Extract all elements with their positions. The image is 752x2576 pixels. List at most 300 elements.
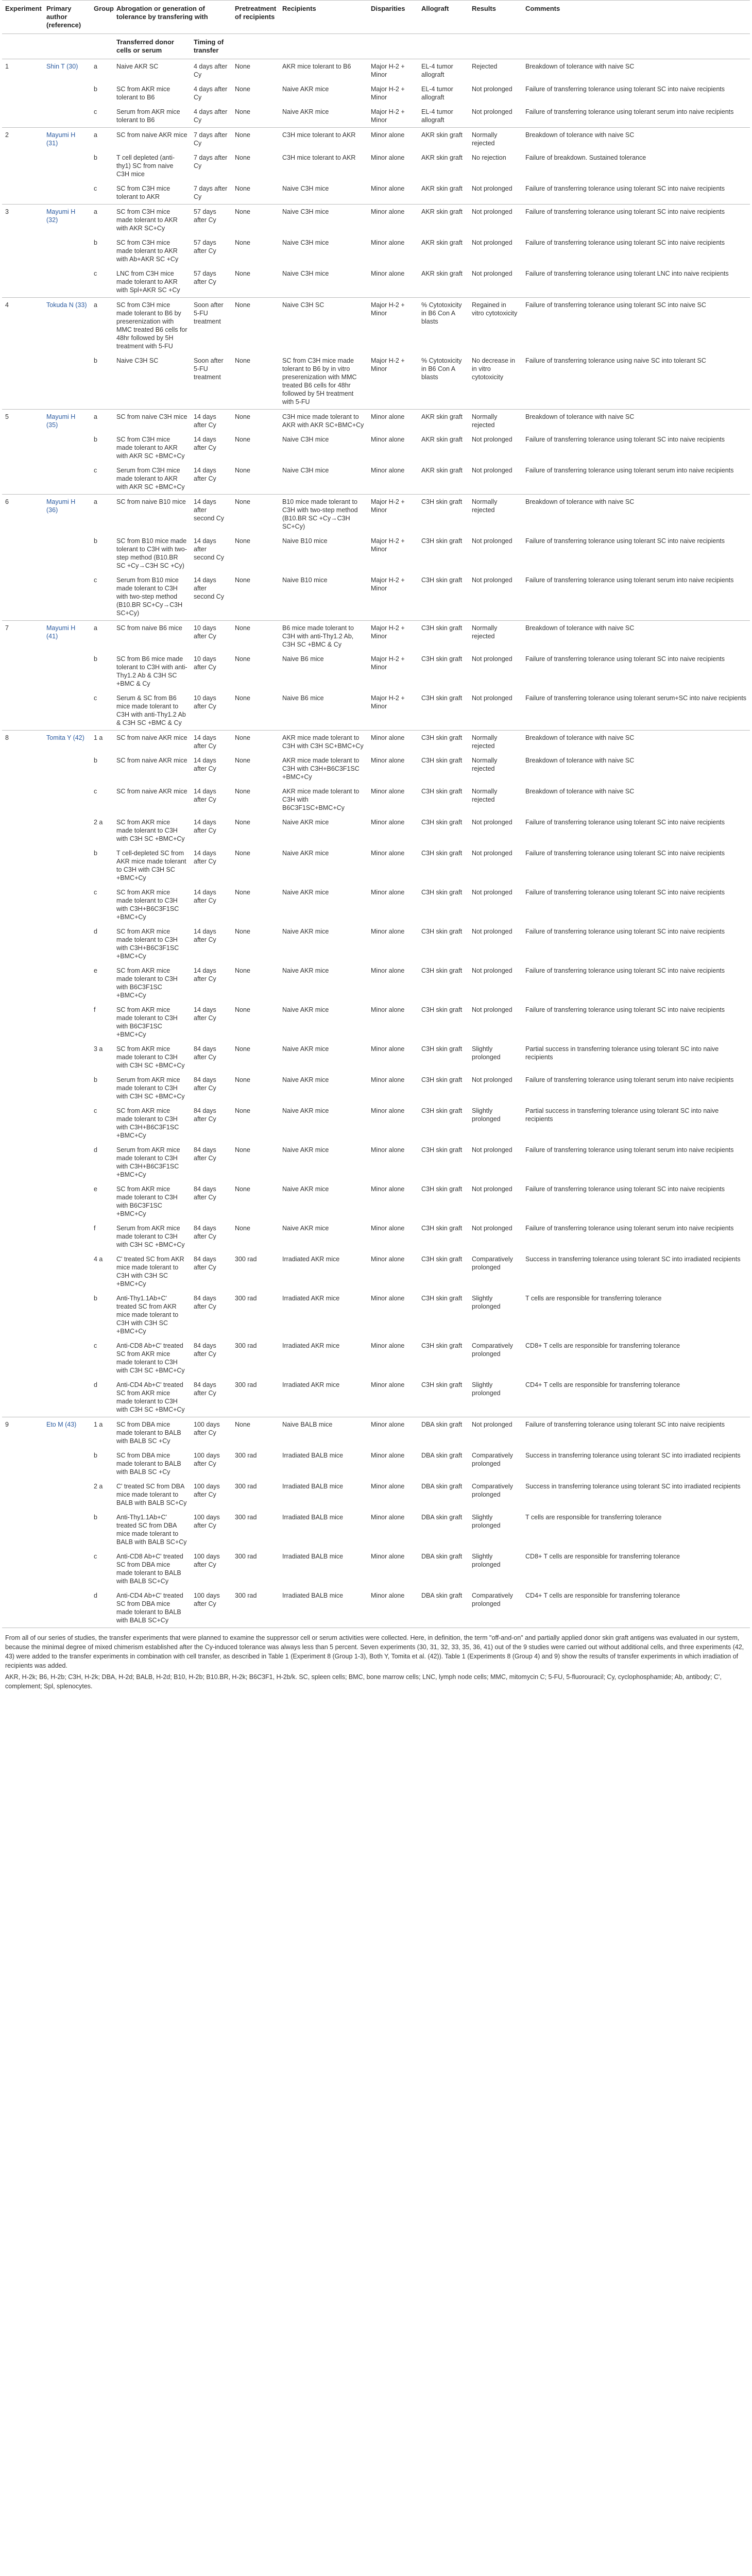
cell-comments: Failure of transferring tolerance using tolerant SC into naive recipients	[525, 1185, 725, 1193]
header-disparities: Disparities	[368, 1, 418, 34]
cell-recipients: Naive AKR mice	[282, 1146, 329, 1154]
header-experiment: Experiment	[2, 1, 43, 34]
cell-disparities: Minor alone	[371, 850, 405, 857]
cell-allograft: DBA skin graft	[421, 1452, 463, 1459]
cell-results: Not prolonged	[472, 889, 512, 896]
cell-group: b	[94, 850, 97, 857]
cell-comments: Success in transferring tolerance using tolerant SC into irradiated recipients	[525, 1452, 741, 1459]
cell-disparities: Minor alone	[371, 819, 405, 826]
cell-comments: Failure of transferring tolerance using tolerant SC into naive recipients	[525, 1006, 725, 1013]
cell-experiment	[2, 846, 43, 885]
cell-allograft: C3H skin graft	[421, 694, 463, 702]
cell-recipients: AKR mice made tolerant to C3H with B6C3F1SC+BMC+Cy	[282, 788, 360, 811]
header-timing: Timing of transfer	[191, 34, 232, 59]
cell-pretreatment: None	[235, 655, 250, 663]
cell-timing: Soon after 5-FU treatment	[191, 298, 232, 354]
cell-group: c	[94, 1553, 97, 1560]
cell-donor-cells: Naive AKR SC	[116, 63, 159, 70]
cell-allograft: AKR skin graft	[421, 154, 463, 161]
cell-experiment: 4	[2, 298, 43, 354]
cell-pretreatment: None	[235, 239, 250, 246]
cell-comments: Failure of transferring tolerance using tolerant SC into naive recipients	[525, 928, 725, 935]
cell-pretreatment: None	[235, 1076, 250, 1083]
cell-timing: 84 days after Cy	[194, 1045, 216, 1061]
cell-timing: 14 days after Cy	[194, 850, 216, 865]
cell-results: Not prolonged	[472, 1225, 512, 1232]
cell-pretreatment: None	[235, 357, 250, 364]
table-row	[2, 298, 750, 354]
cell-experiment	[2, 1221, 43, 1252]
cell-comments: Success in transferring tolerance using tolerant SC into irradiated recipients	[525, 1483, 741, 1490]
cell-donor-cells: Serum & SC from B6 mice made tolerant to C3H with anti-Thy1.2 Ab & C3H SC +BMC & Cy	[116, 694, 186, 726]
cell-experiment	[2, 1042, 43, 1073]
cell-comments: Failure of transferring tolerance using tolerant serum+SC into naive recipients	[525, 694, 747, 702]
cell-author	[43, 1588, 91, 1628]
cell-pretreatment: None	[235, 788, 250, 795]
cell-donor-cells: SC from B10 mice made tolerant to C3H with two-step method (B10.BR SC +Cy→C3H SC +Cy)	[116, 537, 187, 569]
cell-comments: Failure of transferring tolerance using tolerant SC into naive recipients	[525, 967, 725, 974]
cell-disparities: Minor alone	[368, 128, 418, 151]
cell-allograft: % Cytotoxicity in B6 Con A blasts	[421, 357, 462, 381]
cell-donor-cells: SC from naive AKR mice	[116, 757, 187, 764]
cell-timing: Soon after 5-FU treatment	[194, 357, 224, 381]
table-row	[2, 1448, 750, 1479]
cell-pretreatment: None	[235, 467, 250, 474]
table-row	[2, 432, 750, 463]
table-row	[2, 1291, 750, 1338]
cell-recipients: Naive AKR mice	[282, 1045, 329, 1053]
cell-experiment	[2, 82, 43, 105]
cell-donor-cells: SC from naive AKR mice	[113, 128, 191, 151]
cell-experiment	[2, 691, 43, 731]
cell-experiment	[2, 1549, 43, 1588]
cell-pretreatment: None	[235, 1107, 250, 1114]
cell-pretreatment: None	[235, 1006, 250, 1013]
cell-group: a	[91, 205, 113, 236]
cell-timing: 100 days after Cy	[191, 1588, 232, 1628]
cell-timing: 57 days after Cy	[194, 270, 216, 285]
cell-pretreatment: None	[235, 108, 250, 115]
cell-experiment	[2, 1338, 43, 1378]
cell-results: Not prolonged	[472, 270, 512, 277]
table-row	[2, 128, 750, 151]
cell-group: c	[94, 889, 97, 896]
cell-group: a	[91, 128, 113, 151]
cell-recipients: Naive AKR mice	[282, 850, 329, 857]
cell-timing: 84 days after Cy	[194, 1342, 216, 1358]
cell-comments: Failure of transferring tolerance using tolerant serum into naive recipients	[525, 577, 734, 584]
cell-results: Not prolonged	[472, 850, 512, 857]
cell-disparities: Minor alone	[371, 1256, 405, 1263]
cell-results: Slightly prolonged	[472, 1381, 501, 1397]
cell-disparities: Minor alone	[368, 731, 418, 754]
cell-allograft: C3H skin graft	[421, 537, 463, 545]
cell-allograft: C3H skin graft	[421, 850, 463, 857]
table-row	[2, 1042, 750, 1073]
cell-experiment	[2, 353, 43, 410]
cell-author	[43, 105, 91, 128]
table-row	[2, 1549, 750, 1588]
cell-donor-cells: SC from AKR mice made tolerant to C3H with B6C3F1SC +BMC+Cy	[116, 1185, 178, 1217]
cell-recipients: Naive C3H mice	[282, 467, 329, 474]
table-row	[2, 59, 750, 82]
cell-group: b	[94, 1295, 97, 1302]
cell-timing: 7 days after Cy	[194, 185, 228, 200]
cell-experiment	[2, 784, 43, 815]
cell-disparities: Minor alone	[371, 1295, 405, 1302]
cell-donor-cells: SC from AKR mice made tolerant to C3H with B6C3F1SC +BMC+Cy	[116, 967, 178, 999]
cell-allograft: C3H skin graft	[418, 495, 469, 534]
table-row	[2, 1143, 750, 1182]
header-span-abrogation: Abrogation or generation of tolerance by transfering with	[113, 1, 232, 34]
cell-allograft: AKR skin graft	[418, 128, 469, 151]
table-row	[2, 181, 750, 205]
cell-group: c	[94, 185, 97, 192]
cell-donor-cells: T cell-depleted SC from AKR mice made tolerant to C3H with C3H SC +BMC+Cy	[116, 850, 186, 882]
cell-author	[43, 235, 91, 266]
table-row	[2, 1252, 750, 1291]
cell-disparities: Minor alone	[371, 1146, 405, 1154]
cell-disparities: Major H-2 + Minor	[371, 577, 405, 592]
header-results: Results	[469, 1, 522, 34]
cell-experiment	[2, 266, 43, 298]
cell-donor-cells: SC from naive AKR mice	[113, 731, 191, 754]
cell-allograft: DBA skin graft	[421, 1483, 463, 1490]
cell-group: 2 a	[94, 1483, 103, 1490]
header-recipients: Recipients	[279, 1, 368, 34]
table-row	[2, 815, 750, 846]
cell-recipients: Irradiated BALB mice	[282, 1452, 344, 1459]
cell-author	[43, 1549, 91, 1588]
table-row	[2, 731, 750, 754]
cell-donor-cells: SC from naive C3H mice	[113, 410, 191, 433]
cell-donor-cells: Serum from AKR mice made tolerant to C3H with C3H SC +BMC+Cy	[116, 1225, 185, 1248]
cell-disparities: Minor alone	[371, 788, 405, 795]
cell-recipients: Irradiated BALB mice	[282, 1514, 344, 1521]
cell-comments: Partial success in transferring tolerance using tolerant SC into naive recipients	[525, 1107, 719, 1123]
table-row	[2, 1588, 750, 1628]
cell-results: Slightly prolonged	[472, 1514, 501, 1529]
cell-donor-cells: SC from C3H mice made tolerant to AKR with Ab+AKR SC +Cy	[116, 239, 179, 263]
cell-pretreatment: None	[235, 889, 250, 896]
cell-experiment	[2, 150, 43, 181]
cell-results: Not prolonged	[472, 1146, 512, 1154]
cell-recipients: Irradiated AKR mice	[282, 1256, 340, 1263]
cell-author	[43, 181, 91, 205]
cell-donor-cells: SC from AKR mice made tolerant to C3H with C3H SC +BMC+Cy	[116, 819, 185, 842]
table-row	[2, 82, 750, 105]
cell-timing: 84 days after Cy	[194, 1185, 216, 1201]
cell-group: a	[91, 621, 113, 652]
cell-comments: Failure of transferring tolerance using tolerant SC into naive recipients	[525, 655, 725, 663]
cell-comments: Failure of transferring tolerance using naive SC into tolerant SC	[525, 357, 706, 364]
cell-results: Not prolonged	[472, 185, 512, 192]
cell-recipients: Irradiated BALB mice	[282, 1553, 344, 1560]
cell-allograft: DBA skin graft	[421, 1553, 463, 1560]
cell-disparities: Major H-2 + Minor	[371, 655, 405, 671]
cell-donor-cells: Anti-Thy1.1Ab+C' treated SC from AKR mice made tolerant to C3H with C3H SC +BMC+Cy	[116, 1295, 179, 1335]
cell-timing: 84 days after Cy	[194, 1107, 216, 1123]
cell-experiment: 6	[2, 495, 43, 534]
cell-allograft: C3H skin graft	[421, 757, 463, 764]
table-row	[2, 410, 750, 433]
cell-recipients: Naive C3H mice	[279, 205, 368, 236]
cell-timing: 100 days after Cy	[194, 1483, 220, 1498]
cell-pretreatment: None	[232, 128, 279, 151]
cell-results: Comparatively prolonged	[472, 1483, 513, 1498]
cell-timing: 14 days after second Cy	[191, 495, 232, 534]
cell-allograft: C3H skin graft	[421, 1381, 463, 1388]
cell-pretreatment: None	[232, 495, 279, 534]
cell-experiment	[2, 573, 43, 621]
cell-recipients: Naive AKR mice	[282, 1006, 329, 1013]
table-row	[2, 924, 750, 963]
cell-pretreatment: None	[235, 819, 250, 826]
cell-results: Normally rejected	[469, 128, 522, 151]
cell-experiment	[2, 1479, 43, 1510]
cell-group: c	[94, 467, 97, 474]
cell-pretreatment: None	[232, 298, 279, 354]
cell-disparities: Minor alone	[368, 1588, 418, 1628]
cell-donor-cells: Naive C3H SC	[116, 357, 159, 364]
cell-results: Comparatively prolonged	[472, 1256, 513, 1271]
cell-disparities: Minor alone	[371, 1045, 405, 1053]
cell-recipients: B6 mice made tolerant to C3H with anti-Thy1.2 Ab, C3H SC +BMC & Cy	[279, 621, 368, 652]
cell-allograft: C3H skin graft	[421, 1045, 463, 1053]
cell-results: No rejection	[472, 154, 506, 161]
cell-experiment	[2, 815, 43, 846]
table-row	[2, 1417, 750, 1449]
cell-donor-cells: SC from C3H mice tolerant to AKR	[116, 185, 170, 200]
cell-author	[43, 463, 91, 495]
cell-author	[43, 1338, 91, 1378]
table-row	[2, 621, 750, 652]
cell-disparities: Minor alone	[371, 1514, 405, 1521]
cell-allograft: C3H skin graft	[421, 1342, 463, 1349]
cell-comments: CD8+ T cells are responsible for transferring tolerance	[525, 1342, 680, 1349]
table-row	[2, 784, 750, 815]
cell-results: Not prolonged	[472, 928, 512, 935]
cell-author	[43, 691, 91, 731]
cell-results: Not prolonged	[472, 467, 512, 474]
table-row	[2, 1073, 750, 1104]
cell-results: Comparatively prolonged	[472, 1342, 513, 1358]
cell-pretreatment: 300 rad	[235, 1295, 257, 1302]
cell-disparities: Minor alone	[371, 1006, 405, 1013]
cell-allograft: % Cytotoxicity in B6 Con A blasts	[418, 298, 469, 354]
cell-timing: 14 days after second Cy	[194, 537, 225, 561]
cell-disparities: Minor alone	[371, 1452, 405, 1459]
cell-donor-cells: SC from AKR mice made tolerant to C3H with B6C3F1SC +BMC+Cy	[116, 1006, 178, 1038]
cell-timing: 100 days after Cy	[194, 1514, 220, 1529]
cell-results: No decrease in in vitro cytotoxicity	[472, 357, 516, 381]
cell-disparities: Major H-2 + Minor	[371, 108, 405, 124]
cell-donor-cells: Anti-CD4 Ab+C' treated SC from AKR mice made tolerant to C3H with C3H SC +BMC+Cy	[116, 1381, 185, 1413]
cell-timing: 7 days after Cy	[194, 154, 228, 170]
cell-timing: 4 days after Cy	[194, 108, 228, 124]
cell-comments: Breakdown of tolerance with naive SC	[522, 128, 750, 151]
cell-group: b	[94, 1514, 97, 1521]
cell-group: c	[94, 1342, 97, 1349]
cell-group: a	[91, 298, 113, 354]
cell-author	[43, 1104, 91, 1143]
cell-disparities: Minor alone	[368, 410, 418, 433]
table-row	[2, 463, 750, 495]
cell-timing: 4 days after Cy	[194, 63, 228, 78]
cell-disparities: Minor alone	[371, 928, 405, 935]
cell-comments: Failure of transferring tolerance using tolerant SC into naive recipients	[522, 205, 750, 236]
cell-group: c	[94, 577, 97, 584]
cell-comments: CD8+ T cells are responsible for transferring tolerance	[525, 1553, 680, 1560]
cell-donor-cells: SC from DBA mice made tolerant to BALB with BALB SC +Cy	[113, 1417, 191, 1449]
table-row	[2, 1510, 750, 1549]
cell-group: 2 a	[94, 819, 103, 826]
cell-experiment	[2, 885, 43, 924]
cell-results: Not prolonged	[472, 436, 512, 443]
cell-recipients: Naive AKR mice	[282, 819, 329, 826]
cell-timing: 84 days after Cy	[194, 1225, 216, 1240]
cell-disparities: Minor alone	[371, 185, 405, 192]
cell-group: a	[91, 495, 113, 534]
cell-timing: 14 days after second Cy	[194, 577, 225, 600]
cell-pretreatment: None	[232, 205, 279, 236]
cell-donor-cells: SC from naive AKR mice	[116, 788, 187, 795]
cell-timing: 84 days after Cy	[194, 1146, 216, 1162]
cell-allograft: C3H skin graft	[421, 1006, 463, 1013]
cell-disparities: Major H-2 + Minor	[371, 86, 405, 101]
cell-group: b	[94, 436, 97, 443]
cell-recipients: Naive AKR mice	[282, 1107, 329, 1114]
table-row	[2, 534, 750, 573]
cell-group: d	[94, 1146, 97, 1154]
header-donor-cells: Transferred donor cells or serum	[113, 34, 191, 59]
cell-group: a	[91, 410, 113, 433]
cell-donor-cells: Anti-CD4 Ab+C' treated SC from DBA mice made tolerant to BALB with BALB SC+Cy	[113, 1588, 191, 1628]
table-row	[2, 1378, 750, 1417]
cell-group: c	[94, 270, 97, 277]
cell-group: 4 a	[94, 1256, 103, 1263]
cell-allograft: C3H skin graft	[418, 621, 469, 652]
cell-results: Slightly prolonged	[472, 1107, 501, 1123]
cell-donor-cells: SC from AKR mice made tolerant to C3H with C3H+B6C3F1SC +BMC+Cy	[116, 1107, 179, 1139]
table-row	[2, 205, 750, 236]
cell-group: e	[94, 1185, 97, 1193]
cell-allograft: C3H skin graft	[421, 1225, 463, 1232]
cell-author	[43, 963, 91, 1003]
cell-timing: 84 days after Cy	[194, 1381, 216, 1397]
cell-author	[43, 784, 91, 815]
cell-recipients: Naive C3H mice	[282, 270, 329, 277]
tolerance-transfer-table	[2, 0, 750, 1628]
cell-comments: Failure of transferring tolerance using tolerant SC into naive recipients	[525, 436, 725, 443]
cell-recipients: Irradiated AKR mice	[282, 1295, 340, 1302]
cell-comments: Failure of transferring tolerance using tolerant serum into naive recipients	[525, 1076, 734, 1083]
cell-results: Not prolonged	[472, 1006, 512, 1013]
cell-timing: 14 days after Cy	[194, 889, 216, 904]
cell-group: b	[94, 655, 97, 663]
cell-timing: 14 days after Cy	[194, 1006, 216, 1022]
cell-group: d	[91, 1588, 113, 1628]
cell-experiment: 7	[2, 621, 43, 652]
cell-pretreatment: None	[235, 694, 250, 702]
table-row	[2, 963, 750, 1003]
cell-allograft: EL-4 tumor allograft	[421, 86, 453, 101]
cell-results: Normally rejected	[469, 621, 522, 652]
cell-pretreatment: 300 rad	[235, 1452, 257, 1459]
cell-donor-cells: Serum from AKR mice tolerant to B6	[116, 108, 180, 124]
cell-results: Not prolonged	[472, 967, 512, 974]
cell-experiment	[2, 1073, 43, 1104]
cell-recipients: AKR mice made tolerant to C3H with C3H+B6C3F1SC +BMC+Cy	[282, 757, 360, 781]
cell-pretreatment: None	[232, 621, 279, 652]
cell-comments: Breakdown of tolerance with naive SC	[525, 757, 635, 764]
cell-author	[43, 753, 91, 784]
cell-experiment	[2, 1252, 43, 1291]
cell-experiment: 2	[2, 128, 43, 151]
cell-author: Eto M (43)	[43, 1417, 91, 1449]
cell-experiment	[2, 1378, 43, 1417]
cell-pretreatment: None	[235, 537, 250, 545]
table-row	[2, 235, 750, 266]
cell-allograft: C3H skin graft	[421, 1146, 463, 1154]
cell-author	[43, 1448, 91, 1479]
cell-recipients: C3H mice tolerant to AKR	[282, 154, 356, 161]
cell-timing: 14 days after Cy	[194, 757, 216, 772]
cell-recipients: Naive AKR mice	[282, 1076, 329, 1083]
cell-results: Normally rejected	[472, 788, 498, 803]
cell-disparities: Minor alone	[371, 1553, 405, 1560]
cell-comments: CD4+ T cells are responsible for transferring tolerance	[525, 1381, 680, 1388]
cell-timing: 7 days after Cy	[191, 128, 232, 151]
cell-comments: Breakdown of tolerance with naive SC	[522, 495, 750, 534]
cell-donor-cells: Serum from C3H mice made tolerant to AKR with AKR SC +BMC+Cy	[116, 467, 185, 490]
cell-recipients: SC from C3H mice made tolerant to B6 by in vitro preserenization with MMC treated B6 cells for 48hr followed by 5H treatment with 5-FU	[282, 357, 357, 405]
cell-author	[43, 1182, 91, 1221]
cell-author	[43, 534, 91, 573]
table-row	[2, 105, 750, 128]
cell-disparities: Minor alone	[371, 154, 405, 161]
cell-experiment	[2, 1104, 43, 1143]
cell-allograft: C3H skin graft	[421, 819, 463, 826]
cell-allograft: AKR skin graft	[418, 410, 469, 433]
cell-donor-cells: LNC from C3H mice made tolerant to AKR with Spl+AKR SC +Cy	[116, 270, 180, 294]
cell-author: Mayumi H (35)	[43, 410, 91, 433]
cell-pretreatment: None	[232, 410, 279, 433]
cell-author	[43, 1378, 91, 1417]
cell-recipients: Irradiated BALB mice	[282, 1483, 344, 1490]
cell-allograft: C3H skin graft	[421, 577, 463, 584]
footnote-2: AKR, H-2k; B6, H-2b; C3H, H-2k; DBA, H-2d; BALB, H-2d; B10, H-2b; B10.BR, H-2k; B6C3F1, H-2b/k. SC, spleen cells; BMC, bone marrow cells; LNC, lymph node cells; MMC, mitomycin C; 5-FU, 5-fluorouracil; Cy, cyclophosphamide; Ab, antibody; C', complement; Spl, splenocytes.	[5, 1673, 722, 1690]
cell-author	[43, 652, 91, 691]
cell-author	[43, 924, 91, 963]
cell-recipients: Naive AKR mice	[282, 1225, 329, 1232]
cell-pretreatment: None	[232, 1417, 279, 1449]
cell-author	[43, 1479, 91, 1510]
cell-donor-cells: Serum from AKR mice made tolerant to C3H with C3H+B6C3F1SC +BMC+Cy	[116, 1146, 180, 1178]
cell-pretreatment: None	[235, 270, 250, 277]
cell-experiment: 1	[5, 63, 9, 70]
cell-pretreatment: 300 rad	[235, 1483, 257, 1490]
cell-author	[43, 1003, 91, 1042]
cell-allograft: DBA skin graft	[418, 1588, 469, 1628]
cell-disparities: Minor alone	[371, 1076, 405, 1083]
cell-disparities: Minor alone	[368, 1417, 418, 1449]
cell-allograft: C3H skin graft	[421, 655, 463, 663]
cell-timing: 84 days after Cy	[194, 1295, 216, 1310]
cell-allograft: AKR skin graft	[421, 436, 463, 443]
cell-timing: 14 days after Cy	[194, 788, 216, 803]
cell-donor-cells: SC from naive B6 mice	[113, 621, 191, 652]
